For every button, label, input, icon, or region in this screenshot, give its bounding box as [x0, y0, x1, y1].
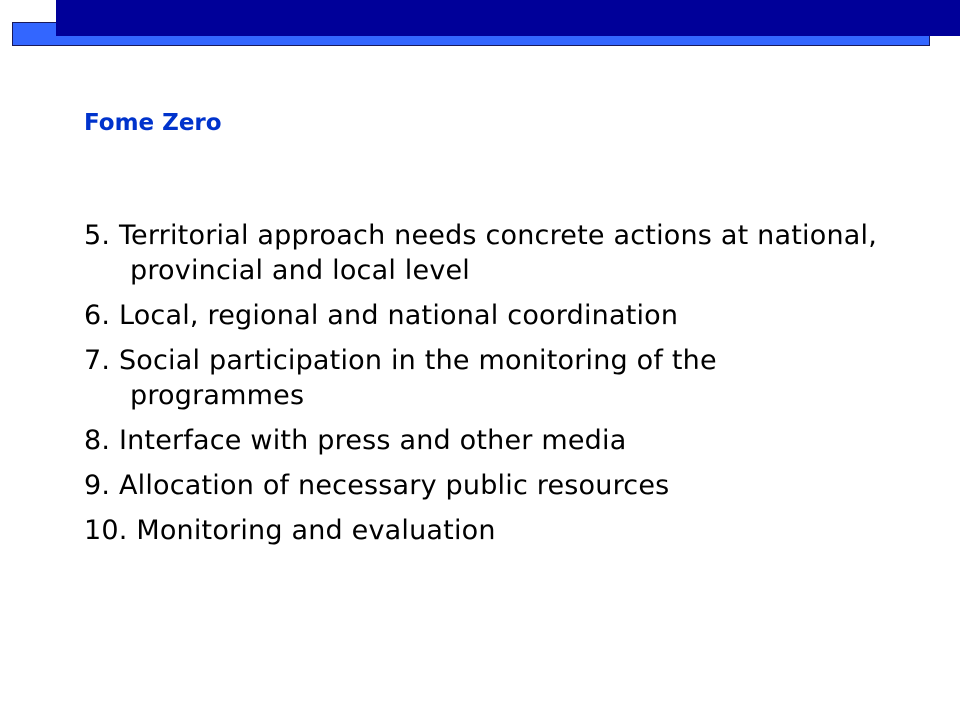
list-item: 9. Allocation of necessary public resources	[84, 470, 670, 501]
list-item: 10. Monitoring and evaluation	[84, 515, 496, 546]
list-item: 6. Local, regional and national coordination	[84, 300, 679, 331]
top-banner-dark-bar	[56, 0, 960, 36]
bullet-list	[84, 218, 884, 558]
list-item: 7. Social participation in the monitoring of the programmes	[84, 345, 717, 411]
list-item: 8. Interface with press and other media	[84, 425, 627, 456]
slide-title: Fome Zero	[84, 110, 222, 136]
list-item: 5. Territorial approach needs concrete actions at national, provincial and local level	[84, 220, 877, 286]
